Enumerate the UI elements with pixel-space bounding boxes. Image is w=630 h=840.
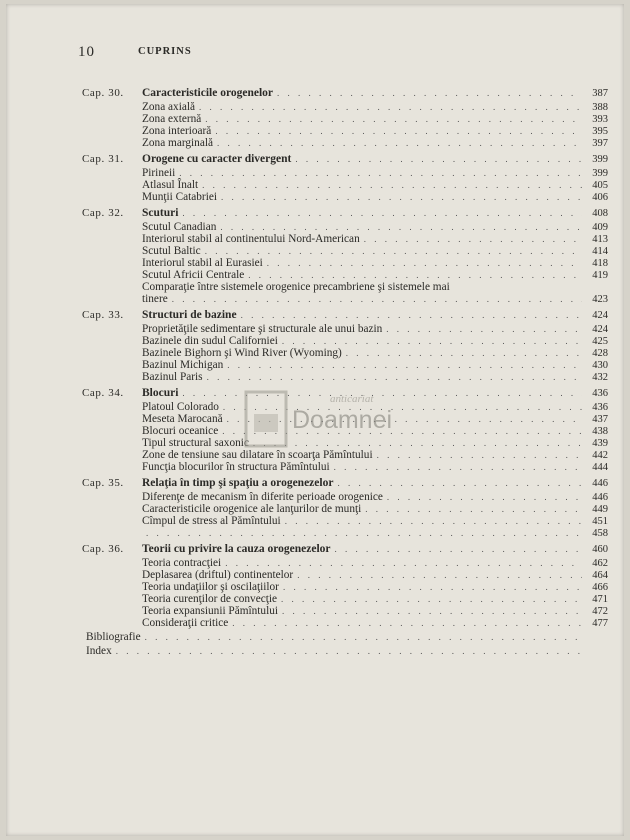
toc-item-entry[interactable] (82, 515, 608, 527)
dot-leader (199, 101, 582, 113)
toc-chapter-entry[interactable] (82, 206, 608, 221)
dot-leader (282, 335, 582, 347)
page-number-ref: 437 (592, 414, 608, 425)
item-title: Meseta Marocană (142, 413, 223, 425)
dot-leader (365, 503, 582, 515)
page-number-ref: 432 (592, 372, 608, 383)
page-number-ref: 388 (592, 102, 608, 113)
dot-leader (232, 617, 582, 629)
dot-leader (386, 323, 582, 335)
toc-item-entry[interactable] (82, 593, 608, 605)
page-number-ref: 436 (592, 388, 608, 399)
chapter-label: Cap. 35. (82, 477, 124, 489)
toc-item-entry[interactable] (82, 617, 608, 629)
toc-item-entry[interactable] (82, 137, 608, 149)
page-number-ref: 442 (592, 450, 608, 461)
page-number-ref: 436 (592, 402, 608, 413)
item-title: Zona interioară (142, 125, 212, 137)
book-page (6, 4, 624, 836)
toc-item-entry[interactable] (82, 557, 608, 569)
dot-leader (145, 631, 582, 643)
toc-item-entry[interactable] (82, 335, 608, 347)
item-title: Platoul Colorado (142, 401, 219, 413)
dot-leader (282, 605, 582, 617)
dot-leader (267, 257, 582, 269)
toc-item-entry[interactable] (82, 503, 608, 515)
page-number-ref: 399 (592, 168, 608, 179)
item-title: Pirineii (142, 167, 176, 179)
item-title: Zona marginală (142, 137, 213, 149)
chapter-title: Orogene cu caracter divergent (142, 153, 292, 165)
toc-item-entry[interactable] (82, 101, 608, 113)
item-title: Scutul Baltic (142, 245, 201, 257)
page-number-ref: 423 (592, 294, 608, 305)
page-number-ref: 397 (592, 138, 608, 149)
toc-item-entry[interactable] (82, 245, 608, 257)
page-number-ref: 424 (592, 310, 608, 321)
page-number-ref: 444 (592, 462, 608, 473)
watermark-text-small: anticariat (330, 393, 374, 405)
item-title: Cîmpul de stress al Pămîntului (142, 515, 281, 527)
item-title-continued: tinere (142, 293, 168, 305)
item-title: Munţii Catabriei (142, 191, 217, 203)
dot-leader (334, 461, 582, 473)
toc-item-entry[interactable] (82, 167, 608, 179)
item-title: Consideraţii critice (142, 617, 229, 629)
dot-leader (285, 515, 582, 527)
item-title: Tipul structural saxonic (142, 437, 249, 449)
item-title: Atlasul Înalt (142, 179, 199, 191)
item-title: Blocuri oceanice (142, 425, 219, 437)
toc-item-entry[interactable] (82, 125, 608, 137)
toc-item-entry[interactable] (82, 179, 608, 191)
item-title: Scutul Canadian (142, 221, 217, 233)
chapter-title: Relaţia în timp şi spaţiu a orogenezelor (142, 477, 334, 489)
item-title: Teoria contracţiei (142, 557, 222, 569)
dot-leader (116, 645, 582, 657)
item-title: Teoria undaţiilor şi oscilaţiilor (142, 581, 279, 593)
page-number-ref: 460 (592, 544, 608, 555)
running-title: CUPRINS (138, 46, 192, 57)
page-number-ref: 451 (592, 516, 608, 527)
chapter-label: Cap. 34. (82, 387, 124, 399)
chapter-title: Structuri de bazine (142, 309, 237, 321)
page-number-ref: 449 (592, 504, 608, 515)
chapter-title: Teorii cu privire la cauza orogenezelor (142, 543, 331, 555)
page-number-ref: 462 (592, 558, 608, 569)
item-title: Interiorul stabil al Eurasiei (142, 257, 263, 269)
dot-leader (295, 152, 582, 167)
dot-leader (205, 245, 582, 257)
dot-leader (346, 347, 582, 359)
item-title: Zone de tensiune sau dilatare în scoarţa Pămîntului (142, 449, 373, 461)
item-title: Interiorul stabil al continentului Nord-American (142, 233, 360, 245)
page-number-ref: 393 (592, 114, 608, 125)
item-title: Diferenţe de mecanism în diferite perioade orogenice (142, 491, 383, 503)
toc-item-entry[interactable] (82, 323, 608, 335)
toc-item-entry[interactable] (82, 527, 608, 539)
page-number-ref: 446 (592, 492, 608, 503)
toc-item-entry[interactable] (82, 191, 608, 203)
chapter-label: Cap. 31. (82, 153, 124, 165)
page-number-ref: 438 (592, 426, 608, 437)
watermark-text: Doamnei (292, 406, 393, 434)
dot-leader (207, 371, 582, 383)
toc-item-entry[interactable] (82, 257, 608, 269)
dot-leader (215, 125, 582, 137)
item-title: Bazinele Bighorn şi Wind River (Wyoming) (142, 347, 342, 359)
item-title: Scutul Africii Centrale (142, 269, 245, 281)
dot-leader (172, 293, 582, 305)
page-number-ref: 471 (592, 594, 608, 605)
dot-leader (248, 269, 582, 281)
toc-chapter-entry[interactable] (82, 86, 608, 101)
page-number-ref: 406 (592, 192, 608, 203)
item-title: Funcţia blocurilor în structura Pămîntului (142, 461, 330, 473)
page-number-ref: 430 (592, 360, 608, 371)
backmatter-title: Index (86, 645, 112, 657)
page-number-ref: 428 (592, 348, 608, 359)
dot-leader (205, 113, 582, 125)
dot-leader (202, 179, 582, 191)
page-number-ref: 466 (592, 582, 608, 593)
item-title: Teoria curenţilor de convecţie (142, 593, 278, 605)
item-title: Zona axială (142, 101, 196, 113)
page-number-ref: 414 (592, 246, 608, 257)
toc-chapter-entry[interactable] (82, 308, 608, 323)
page-number-ref: 425 (592, 336, 608, 347)
toc-item-entry[interactable] (82, 233, 608, 245)
item-title: Bazinele din sudul Californiei (142, 335, 278, 347)
page-number-ref: 395 (592, 126, 608, 137)
dot-leader (297, 569, 582, 581)
page-number-ref: 439 (592, 438, 608, 449)
dot-leader (227, 359, 582, 371)
toc-item-entry[interactable] (82, 569, 608, 581)
dot-leader (337, 476, 582, 491)
dot-leader (217, 137, 582, 149)
toc-item-entry[interactable] (82, 359, 608, 371)
chapter-title: Caracteristicile orogenelor (142, 87, 274, 99)
page-header (78, 44, 192, 64)
chapter-title: Scuturi (142, 207, 179, 219)
dot-leader (225, 557, 582, 569)
dot-leader (277, 86, 582, 101)
item-title: Teoria expansiunii Pămîntului (142, 605, 279, 617)
toc-item-continuation (82, 293, 608, 305)
page-number-ref: 446 (592, 478, 608, 489)
item-title: Comparaţie între sistemele orogenice precambriene şi sistemele mai (142, 281, 450, 293)
backmatter-title: Bibliografie (86, 631, 141, 643)
toc-backmatter-entry[interactable] (82, 645, 608, 657)
item-title: Proprietăţile sedimentare şi structurale ale unui bazin (142, 323, 383, 335)
toc-item-entry[interactable] (82, 347, 608, 359)
toc-item-entry[interactable] (82, 461, 608, 473)
chapter-label: Cap. 30. (82, 87, 124, 99)
chapter-title: Blocuri (142, 387, 179, 399)
page-number-ref: 413 (592, 234, 608, 245)
toc-item-entry[interactable] (82, 113, 608, 125)
page-number-ref: 424 (592, 324, 608, 335)
item-title: Zona externă (142, 113, 202, 125)
page-number-ref: 408 (592, 208, 608, 219)
page-number-ref: 405 (592, 180, 608, 191)
chapter-label: Cap. 32. (82, 207, 124, 219)
item-title: Bazinul Michigan (142, 359, 224, 371)
chapter-label: Cap. 33. (82, 309, 124, 321)
table-of-contents (82, 86, 608, 657)
dot-leader (283, 581, 582, 593)
item-title: Deplasarea (driftul) continentelor (142, 569, 294, 581)
dot-leader (335, 542, 582, 557)
page-number-ref: 387 (592, 88, 608, 99)
toc-item-entry[interactable] (82, 269, 608, 281)
toc-chapter-entry[interactable] (82, 476, 608, 491)
page-number-ref: 472 (592, 606, 608, 617)
toc-item-entry[interactable] (82, 491, 608, 503)
dot-leader (221, 191, 582, 203)
page-number-ref: 458 (592, 528, 608, 539)
page-number-ref: 409 (592, 222, 608, 233)
page-number-ref: 418 (592, 258, 608, 269)
page-number-ref: 399 (592, 154, 608, 165)
watermark-logo (244, 388, 414, 452)
toc-item-entry[interactable] (82, 281, 608, 293)
page-number-ref: 464 (592, 570, 608, 581)
item-title: Caracteristicile orogenice ale lanţurilor de munţi (142, 503, 362, 515)
toc-item-entry[interactable] (82, 221, 608, 233)
dot-leader (241, 308, 582, 323)
chapter-label: Cap. 36. (82, 543, 124, 555)
dot-leader (179, 167, 582, 179)
page-number-ref: 419 (592, 270, 608, 281)
toc-backmatter-entry[interactable] (82, 631, 608, 643)
toc-chapter-entry[interactable] (82, 152, 608, 167)
dot-leader (220, 221, 582, 233)
dot-leader (364, 233, 582, 245)
toc-item-entry[interactable] (82, 371, 608, 383)
page-number: 10 (78, 44, 95, 60)
dot-leader (281, 593, 582, 605)
dot-leader (387, 491, 582, 503)
dot-leader (146, 527, 582, 539)
toc-item-entry[interactable] (82, 581, 608, 593)
page-number-ref: 477 (592, 618, 608, 629)
dot-leader (182, 206, 582, 221)
toc-chapter-entry[interactable] (82, 542, 608, 557)
item-title: Bazinul Paris (142, 371, 203, 383)
toc-item-entry[interactable] (82, 605, 608, 617)
